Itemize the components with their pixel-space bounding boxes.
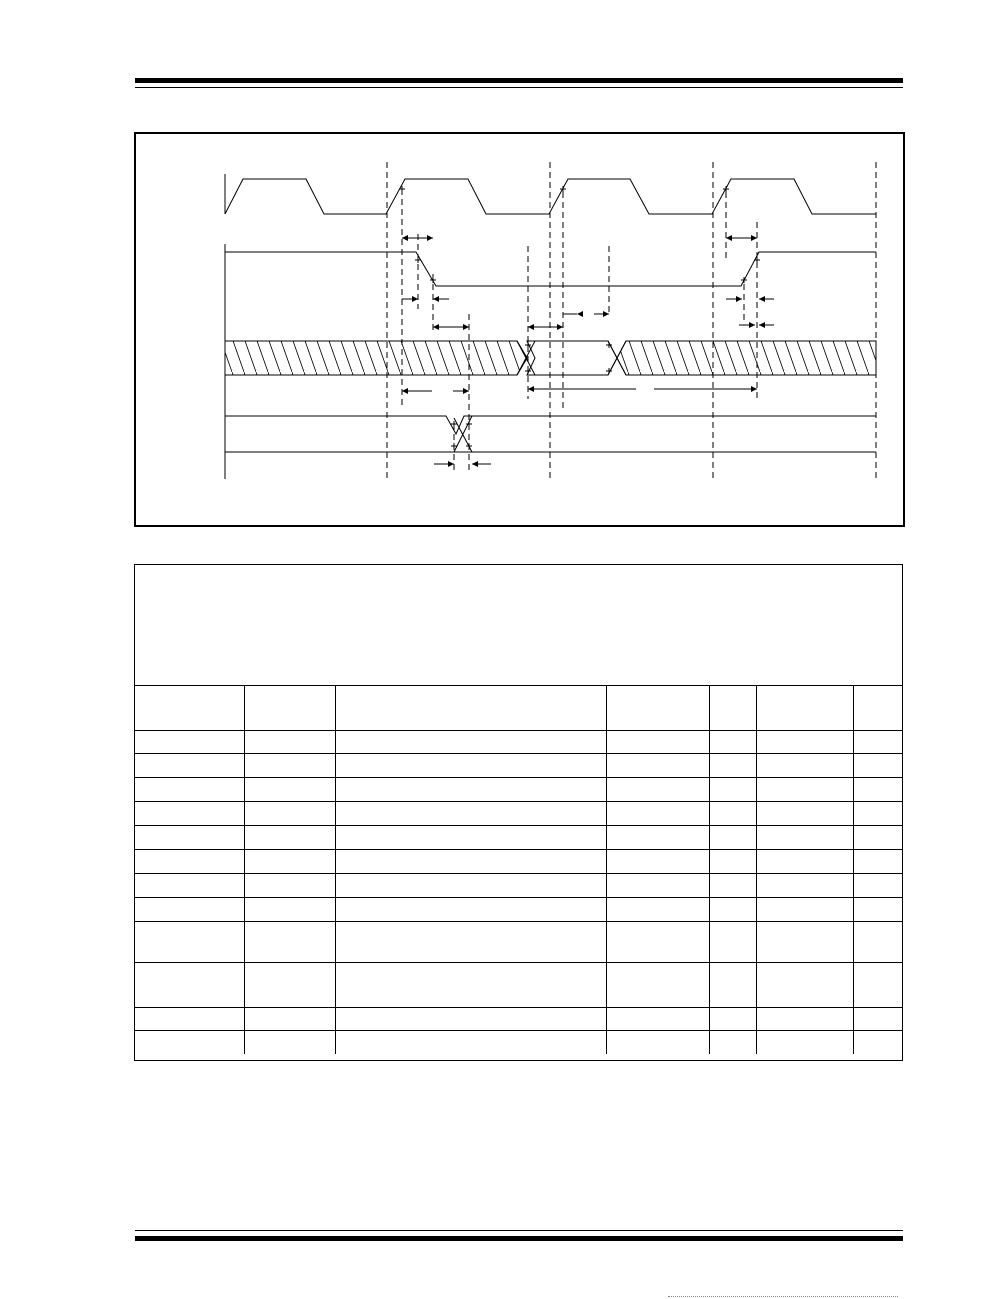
table-cell bbox=[853, 921, 902, 962]
column-header bbox=[244, 686, 335, 730]
table-cell bbox=[335, 1007, 606, 1030]
table-header-row bbox=[135, 686, 902, 730]
table-cell bbox=[606, 753, 709, 777]
data-invalid-region-2 bbox=[617, 341, 876, 375]
table-cell bbox=[135, 801, 244, 825]
table-cell bbox=[756, 801, 853, 825]
parameters-grid bbox=[135, 686, 902, 1054]
table-caption bbox=[135, 565, 902, 686]
table-cell bbox=[335, 962, 606, 1007]
table-cell bbox=[244, 801, 335, 825]
edge-markers bbox=[399, 186, 760, 449]
table-cell bbox=[709, 730, 756, 753]
table-cell bbox=[756, 1007, 853, 1030]
header-rule-thin bbox=[135, 87, 903, 88]
table-cell bbox=[135, 1007, 244, 1030]
table-cell bbox=[756, 921, 853, 962]
table-cell bbox=[335, 777, 606, 801]
table-row bbox=[135, 1030, 902, 1054]
table-cell bbox=[853, 777, 902, 801]
cycle-markers bbox=[387, 162, 876, 479]
table-cell bbox=[606, 801, 709, 825]
table-row bbox=[135, 873, 902, 897]
table-cell bbox=[135, 825, 244, 849]
table-cell bbox=[244, 897, 335, 921]
table-cell bbox=[335, 801, 606, 825]
table-cell bbox=[756, 730, 853, 753]
table-row bbox=[135, 849, 902, 873]
table-cell bbox=[853, 962, 902, 1007]
table-row bbox=[135, 730, 902, 753]
table-cell bbox=[335, 1030, 606, 1054]
table-cell bbox=[606, 873, 709, 897]
table-cell bbox=[606, 921, 709, 962]
table-row bbox=[135, 825, 902, 849]
table-cell bbox=[244, 777, 335, 801]
table-cell bbox=[853, 753, 902, 777]
table-cell bbox=[709, 921, 756, 962]
column-header bbox=[606, 686, 709, 730]
table-cell bbox=[135, 921, 244, 962]
table-cell bbox=[135, 962, 244, 1007]
table-cell bbox=[853, 897, 902, 921]
table-cell bbox=[853, 1030, 902, 1054]
table-cell bbox=[335, 897, 606, 921]
table-cell bbox=[335, 849, 606, 873]
table-cell bbox=[709, 873, 756, 897]
table-cell bbox=[709, 777, 756, 801]
table-cell bbox=[606, 730, 709, 753]
table-cell bbox=[709, 1030, 756, 1054]
table-cell bbox=[756, 897, 853, 921]
table-cell bbox=[135, 1030, 244, 1054]
table-cell bbox=[709, 753, 756, 777]
table-cell bbox=[606, 962, 709, 1007]
timing-diagram bbox=[136, 134, 903, 525]
table-row bbox=[135, 1007, 902, 1030]
header-rule-thick bbox=[135, 78, 903, 83]
table-cell bbox=[709, 801, 756, 825]
table-cell bbox=[244, 825, 335, 849]
table-cell bbox=[135, 753, 244, 777]
table-cell bbox=[135, 730, 244, 753]
table-cell bbox=[606, 825, 709, 849]
table-cell bbox=[853, 825, 902, 849]
table-cell bbox=[244, 730, 335, 753]
footer-rule-thick bbox=[135, 1236, 903, 1241]
table-cell bbox=[756, 825, 853, 849]
table-cell bbox=[135, 897, 244, 921]
table-cell bbox=[709, 1007, 756, 1030]
table-cell bbox=[244, 921, 335, 962]
table-cell bbox=[244, 849, 335, 873]
table-cell bbox=[709, 962, 756, 1007]
table-cell bbox=[756, 753, 853, 777]
data-invalid-region-1 bbox=[225, 341, 527, 375]
table-cell bbox=[135, 849, 244, 873]
table-cell bbox=[853, 730, 902, 753]
table-cell bbox=[756, 849, 853, 873]
table-row bbox=[135, 897, 902, 921]
table-row bbox=[135, 777, 902, 801]
column-header bbox=[853, 686, 902, 730]
table-cell bbox=[756, 1030, 853, 1054]
table-cell bbox=[756, 962, 853, 1007]
column-header bbox=[756, 686, 853, 730]
table-cell bbox=[606, 1007, 709, 1030]
table-cell bbox=[335, 730, 606, 753]
table-cell bbox=[606, 897, 709, 921]
table-cell bbox=[135, 777, 244, 801]
table-cell bbox=[335, 825, 606, 849]
table-cell bbox=[135, 873, 244, 897]
table-cell bbox=[244, 753, 335, 777]
timing-diagram-figure bbox=[134, 132, 905, 527]
timing-parameters-table bbox=[134, 564, 903, 1061]
table-cell bbox=[853, 1007, 902, 1030]
table-row bbox=[135, 801, 902, 825]
table-cell bbox=[853, 801, 902, 825]
table-cell bbox=[756, 777, 853, 801]
table-cell bbox=[606, 849, 709, 873]
table-cell bbox=[244, 873, 335, 897]
table-cell bbox=[244, 1030, 335, 1054]
table-cell bbox=[853, 849, 902, 873]
footer-rule-thin bbox=[135, 1230, 903, 1231]
table-cell bbox=[853, 873, 902, 897]
table-cell bbox=[756, 873, 853, 897]
table-cell bbox=[709, 849, 756, 873]
table-cell bbox=[244, 1007, 335, 1030]
table-cell bbox=[335, 873, 606, 897]
table-cell bbox=[709, 897, 756, 921]
column-header bbox=[135, 686, 244, 730]
table-cell bbox=[335, 753, 606, 777]
table-cell bbox=[606, 1030, 709, 1054]
table-row bbox=[135, 921, 902, 962]
table-row bbox=[135, 753, 902, 777]
table-cell bbox=[335, 921, 606, 962]
table-row bbox=[135, 962, 902, 1007]
table-cell bbox=[606, 777, 709, 801]
table-cell bbox=[709, 825, 756, 849]
column-header bbox=[709, 686, 756, 730]
column-header bbox=[335, 686, 606, 730]
table-cell bbox=[244, 962, 335, 1007]
